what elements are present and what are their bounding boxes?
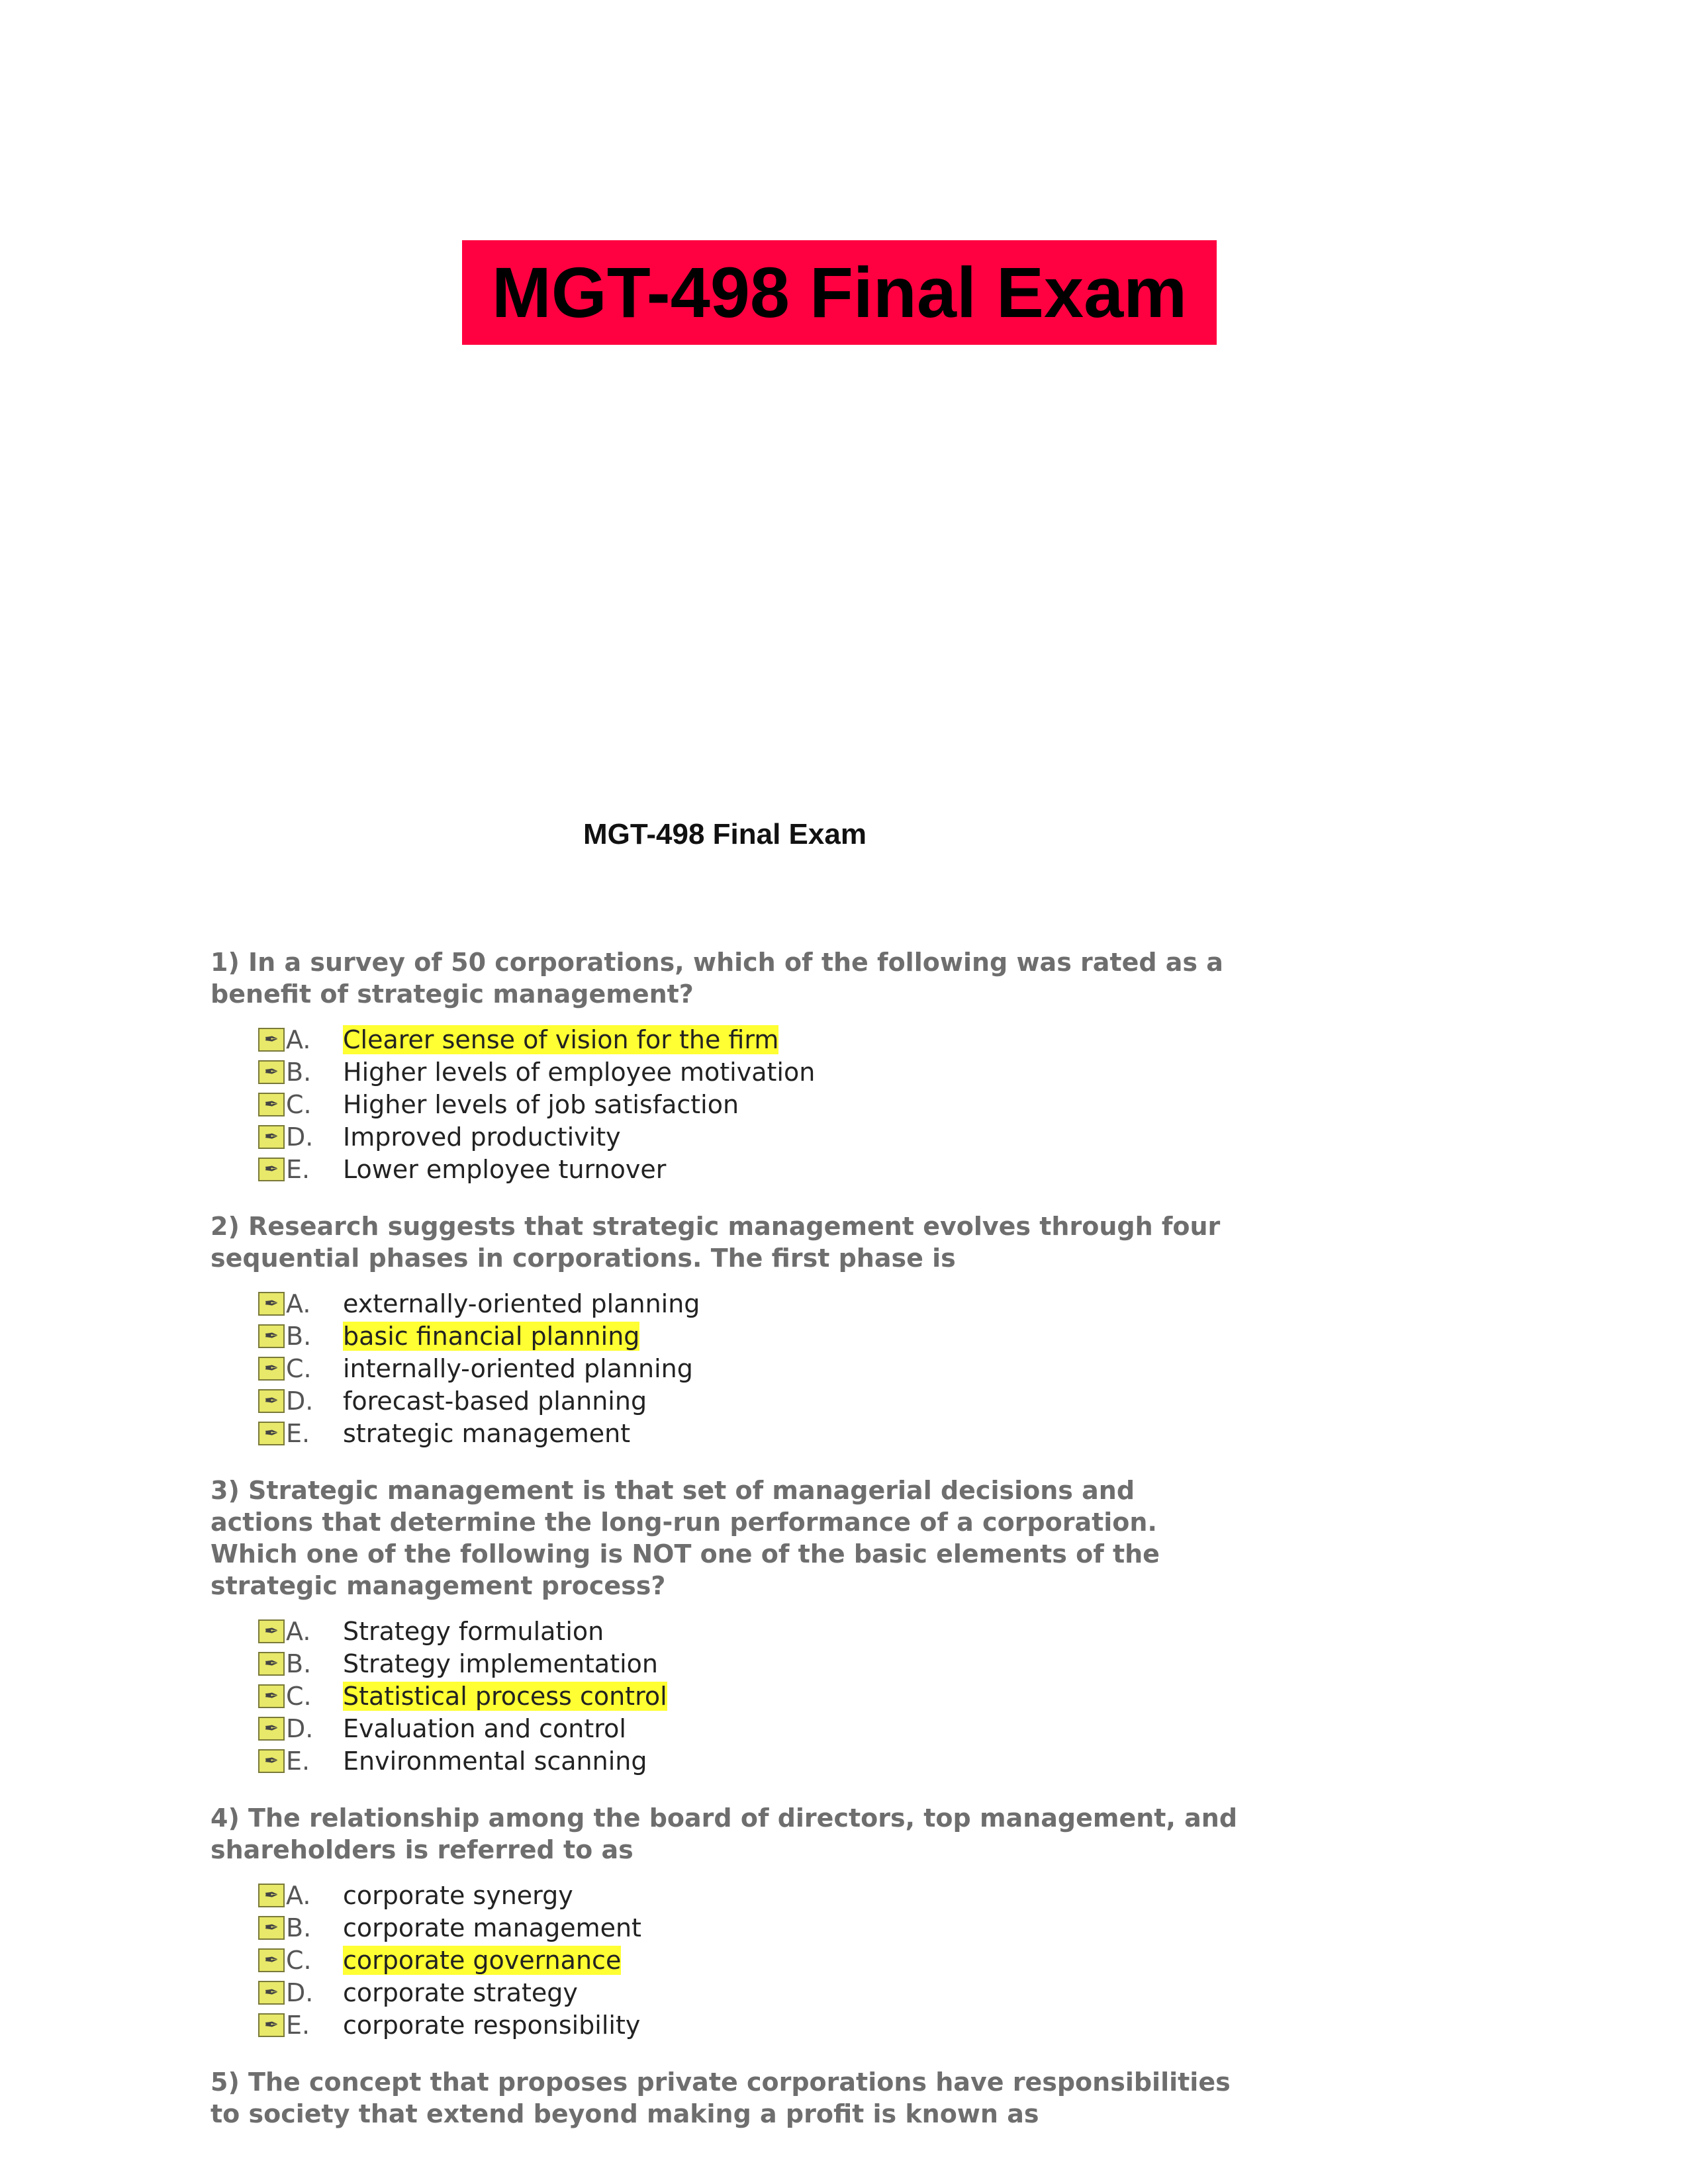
answer-options	[258, 1879, 1243, 2041]
option-letter: D.	[286, 1122, 314, 1152]
answer-marker-icon: ✒	[258, 1158, 285, 1181]
option-text: Higher levels of job satisfaction	[343, 1089, 739, 1119]
question-5	[211, 2066, 1243, 2130]
question-text: 3) Strategic management is that set of managerial decisions and actions that determine the long-run performance of a corporation. Which one of the following is NOT one of the basic elements of the strategic management process?	[211, 1476, 1160, 1600]
answer-marker-icon: ✒	[258, 1422, 285, 1445]
option-text: strategic management	[343, 1418, 631, 1448]
answer-marker-icon: ✒	[258, 1324, 285, 1348]
answer-marker-icon: ✒	[258, 1884, 285, 1907]
answer-marker-icon: ✒	[258, 1916, 285, 1940]
option-text: Strategy formulation	[343, 1616, 604, 1646]
option-letter: C.	[286, 1945, 312, 1975]
answer-option[interactable]	[258, 2009, 1243, 2041]
answer-marker-icon: ✒	[258, 2013, 285, 2037]
answer-marker-icon: ✒	[258, 1292, 285, 1316]
option-letter: E.	[286, 1154, 310, 1184]
answer-option[interactable]	[258, 1352, 1243, 1385]
question-text: 1) In a survey of 50 corporations, which of the following was rated as a benefit of strategic management?	[211, 948, 1223, 1009]
option-text: externally-oriented planning	[343, 1289, 700, 1318]
option-text: Strategy implementation	[343, 1649, 658, 1678]
answer-option[interactable]	[258, 1615, 1243, 1647]
answer-marker-icon: ✒	[258, 1684, 285, 1708]
option-letter: A.	[286, 1024, 311, 1054]
option-letter: E.	[286, 2010, 310, 2040]
answer-options	[258, 1287, 1243, 1449]
question-1	[211, 946, 1243, 1185]
option-letter: E.	[286, 1746, 310, 1776]
option-text: corporate strategy	[343, 1978, 578, 2007]
option-text: forecast-based planning	[343, 1386, 647, 1416]
option-letter: D.	[286, 1978, 314, 2007]
answer-option[interactable]	[258, 1976, 1243, 2009]
answer-marker-icon: ✒	[258, 1125, 285, 1149]
answer-marker-icon: ✒	[258, 1749, 285, 1773]
option-letter: A.	[286, 1289, 311, 1318]
answer-option[interactable]	[258, 1944, 1243, 1976]
answer-option[interactable]	[258, 1712, 1243, 1745]
highlighted-answer: corporate governance	[343, 1945, 622, 1975]
answer-marker-icon: ✒	[258, 1948, 285, 1972]
answer-option[interactable]	[258, 1647, 1243, 1680]
answer-options	[258, 1615, 1243, 1777]
option-text: Improved productivity	[343, 1122, 621, 1152]
page-title: MGT-498 Final Exam	[583, 818, 867, 850]
option-letter: E.	[286, 1418, 310, 1448]
highlighted-answer: Clearer sense of vision for the firm	[343, 1024, 779, 1054]
answer-marker-icon: ✒	[258, 1652, 285, 1676]
option-text: internally-oriented planning	[343, 1353, 693, 1383]
option-text: Lower employee turnover	[343, 1154, 667, 1184]
highlighted-answer: basic financial planning	[343, 1321, 640, 1351]
answer-option[interactable]	[258, 1153, 1243, 1185]
option-letter: C.	[286, 1681, 312, 1711]
answer-option[interactable]	[258, 1088, 1243, 1120]
question-3	[211, 1475, 1243, 1777]
option-text: corporate management	[343, 1913, 641, 1942]
answer-option[interactable]	[258, 1023, 1243, 1056]
option-letter: B.	[286, 1913, 312, 1942]
highlighted-answer: Statistical process control	[343, 1681, 667, 1711]
option-text: Environmental scanning	[343, 1746, 647, 1776]
answer-option[interactable]	[258, 1056, 1243, 1088]
exam-title-banner	[462, 240, 1217, 345]
option-letter: B.	[286, 1057, 312, 1087]
answer-option[interactable]	[258, 1417, 1243, 1449]
answer-option[interactable]	[258, 1120, 1243, 1153]
question-text: 5) The concept that proposes private corporations have responsibilities to society that extend beyond making a profit is known as	[211, 2068, 1231, 2128]
answer-option[interactable]	[258, 1320, 1243, 1352]
option-text: Evaluation and control	[343, 1713, 626, 1743]
question-list	[211, 946, 1243, 2155]
question-text: 2) Research suggests that strategic management evolves through four sequential phases in corporations. The first phase is	[211, 1212, 1221, 1273]
option-letter: A.	[286, 1616, 311, 1646]
option-letter: D.	[286, 1386, 314, 1416]
answer-marker-icon: ✒	[258, 1981, 285, 2005]
option-letter: C.	[286, 1089, 312, 1119]
answer-option[interactable]	[258, 1287, 1243, 1320]
answer-marker-icon: ✒	[258, 1717, 285, 1741]
question-text: 4) The relationship among the board of directors, top management, and shareholders is referred to as	[211, 1803, 1238, 1864]
answer-option[interactable]	[258, 1879, 1243, 1911]
answer-option[interactable]	[258, 1911, 1243, 1944]
answer-option[interactable]	[258, 1680, 1243, 1712]
option-letter: C.	[286, 1353, 312, 1383]
answer-marker-icon: ✒	[258, 1357, 285, 1381]
banner-title: MGT-498 Final Exam	[491, 252, 1188, 332]
answer-marker-icon: ✒	[258, 1619, 285, 1643]
option-text: Higher levels of employee motivation	[343, 1057, 816, 1087]
answer-options	[258, 1023, 1243, 1185]
answer-marker-icon: ✒	[258, 1028, 285, 1052]
option-letter: B.	[286, 1649, 312, 1678]
option-letter: D.	[286, 1713, 314, 1743]
option-letter: A.	[286, 1880, 311, 1910]
question-2	[211, 1210, 1243, 1449]
answer-option[interactable]	[258, 1385, 1243, 1417]
option-text: corporate synergy	[343, 1880, 573, 1910]
answer-marker-icon: ✒	[258, 1060, 285, 1084]
answer-marker-icon: ✒	[258, 1389, 285, 1413]
option-letter: B.	[286, 1321, 312, 1351]
option-text: corporate responsibility	[343, 2010, 641, 2040]
answer-option[interactable]	[258, 1745, 1243, 1777]
question-4	[211, 1802, 1243, 2041]
answer-marker-icon: ✒	[258, 1093, 285, 1116]
